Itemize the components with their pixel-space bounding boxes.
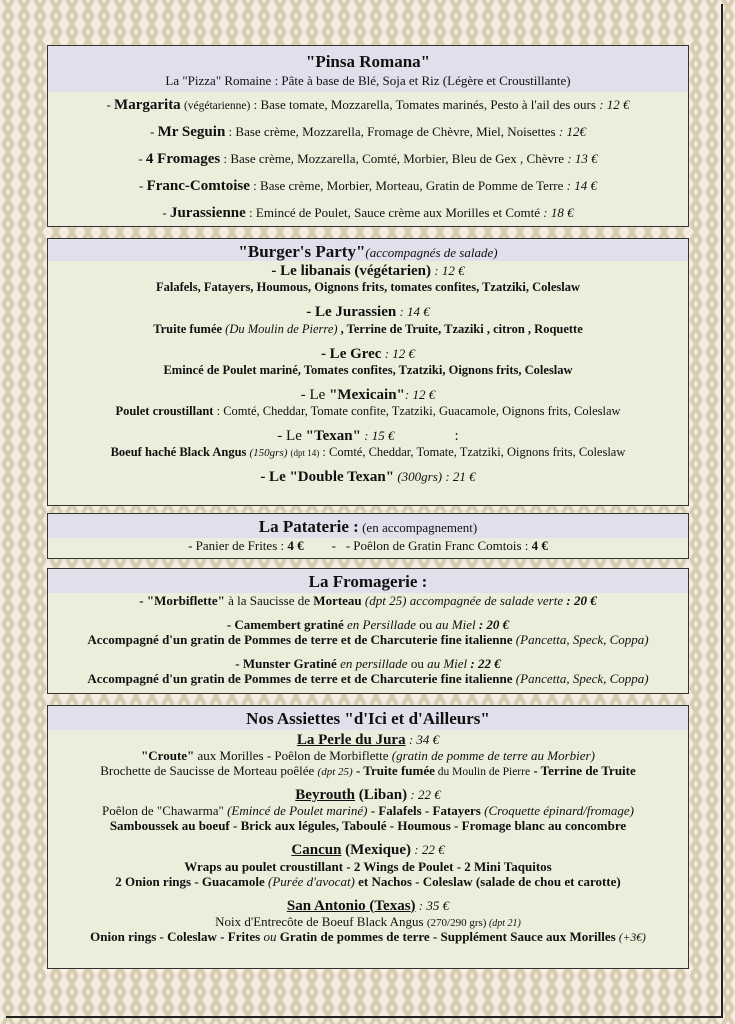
assiette-desc: Brochette de Saucisse de Morteau poêlée (dpt 25) - Truite fumée du Moulin de Pierre - Terrine de Truite [100,763,636,779]
burger-name: - Le Grec : 12 € [320,345,416,362]
pinsa-item: - Mr Seguin : Base crème, Mozzarella, Fromage de Chèvre, Miel, Noisettes : 12€ [150,124,586,140]
fromagerie-item: - Camembert gratiné en Persillade ou au Miel : 20 € [226,617,510,632]
pinsa-subtitle: La "Pizza" Romaine : Pâte à base de Blé, Soja et Riz (Légère et Croustillante) [165,72,571,88]
assiette-desc: Wraps au poulet croustillant - 2 Wings de Poulet - 2 Mini Taquitos [184,858,552,874]
assiettes-items [48,730,688,945]
pinsa-header [48,46,688,92]
pinsa-item-name: Jurassienne [169,205,246,221]
burgers-items [48,261,688,487]
pinsa-title: "Pinsa Romana" [305,52,431,71]
fromagerie-section [47,568,689,694]
pinsa-item: - Margarita (végétarienne) : Base tomate, Mozzarella, Tomates marinés, Pesto à l'ail des ours : 12 € [106,97,630,113]
assiette-name: Cancun (Mexique) : 22 € [291,842,445,859]
burger-desc: Falafels, Fatayers, Houmous, Oignons frits, tomates confites, Tzatziki, Coleslaw [155,280,581,295]
fromagerie-desc: Accompagné d'un gratin de Pommes de terre et de Charcuterie fine italienne (Pancetta, Speck, Coppa) [87,631,649,647]
assiettes-title: Nos Assiettes "d'Ici et d'Ailleurs" [246,709,490,728]
burger-name: - Le Jurassien : 14 € [306,304,430,321]
assiette-name: Beyrouth (Liban) : 22 € [295,787,441,804]
fromagerie-title: La Fromagerie : [308,572,428,591]
burger-name: - Le "Mexicain": 12 € [300,386,436,403]
assiette-desc: Samboussek au boeuf - Brick aux légules, Taboulé - Houmous - Fromage blanc au concombre [109,818,627,834]
pinsa-item-name: Mr Seguin [157,124,226,140]
pinsa-items [48,92,688,232]
fromagerie-desc: Accompagné d'un gratin de Pommes de terre et de Charcuterie fine italienne (Pancetta, Speck, Coppa) [87,670,649,686]
burgers-section [47,238,689,506]
pinsa-item: - Franc-Comtoise : Base crème, Morbier, Morteau, Gratin de Pomme de Terre : 14 € [139,178,597,194]
assiette-name: San Antonio (Texas) : 35 € [286,897,450,914]
pataterie-header [48,514,688,538]
fromagerie-items [48,593,688,687]
pinsa-item: - 4 Fromages : Base crème, Mozzarella, Comté, Morbier, Bleu de Gex , Chèvre : 13 € [138,151,598,167]
burgers-title-note: (accompagnés de salade) [365,245,498,260]
assiette-name: La Perle du Jura : 34 € [296,732,440,748]
burger-name: - Le "Double Texan" (300grs) : 21 € [260,469,476,486]
burger-name: - Le "Texan" : 15 € : [277,428,459,444]
assiettes-section [47,705,689,969]
pinsa-item-name: 4 Fromages [145,151,221,167]
fromagerie-item: - "Morbiflette" à la Saucisse de Morteau (dpt 25) accompagnée de salade verte : 20 € [139,593,597,608]
pinsa-item: - Jurassienne : Emincé de Poulet, Sauce crème aux Morilles et Comté : 18 € [162,205,574,221]
assiette-desc: "Croute" aux Morilles - Poêlon de Morbiflette (gratin de pomme de terre au Morbier) [141,748,595,764]
burger-desc: Truite fumée (Du Moulin de Pierre) , Terrine de Truite, Tzaziki , citron , Roquette [153,321,583,336]
assiette-desc: Noix d'Entrecôte de Boeuf Black Angus (270/290 grs) (dpt 21) [215,913,521,929]
pataterie-title: La Pataterie : [258,517,359,536]
burger-desc: Emincé de Poulet mariné, Tomates confites, Tzatziki, Oignons frits, Coleslaw [163,362,573,377]
pinsa-item-name: Franc-Comtoise [146,178,250,194]
burgers-header [48,239,688,261]
fromagerie-header [48,569,688,593]
pinsa-section [47,45,689,227]
pataterie-section [47,513,689,559]
fromagerie-item: - Munster Gratiné en persillade ou au Miel : 22 € [235,655,501,671]
assiette-desc: Onion rings - Coleslaw - Frites ou Gratin de pommes de terre - Supplément Sauce aux Morilles (+3€) [90,928,646,944]
burger-desc: Poulet croustillant : Comté, Cheddar, Tomate confite, Tzatziki, Guacamole, Oignons frits, Coleslaw [115,404,621,418]
pataterie-items: - Panier de Frites : 4 € - - Poêlon de Gratin Franc Comtois : 4 € [188,538,548,553]
burger-name: - Le libanais (végétarien) : 12 € [271,263,465,279]
pinsa-item-name: Margarita [114,97,181,113]
assiettes-header [48,706,688,730]
burgers-title: "Burger's Party" [238,242,366,261]
burger-desc: Boeuf haché Black Angus (150grs) (dpt 14) : Comté, Cheddar, Tomate, Tzatziki, Oignons frits, Coleslaw [110,445,626,460]
assiette-desc: 2 Onion rings - Guacamole (Purée d'avocat) et Nachos - Coleslaw (salade de chou et carotte) [115,873,621,889]
assiette-desc: Poêlon de "Chawarma" (Emincé de Poulet mariné) - Falafels - Fatayers (Croquette épinard/fromage) [102,803,634,819]
pataterie-note: (en accompagnement) [358,520,478,535]
